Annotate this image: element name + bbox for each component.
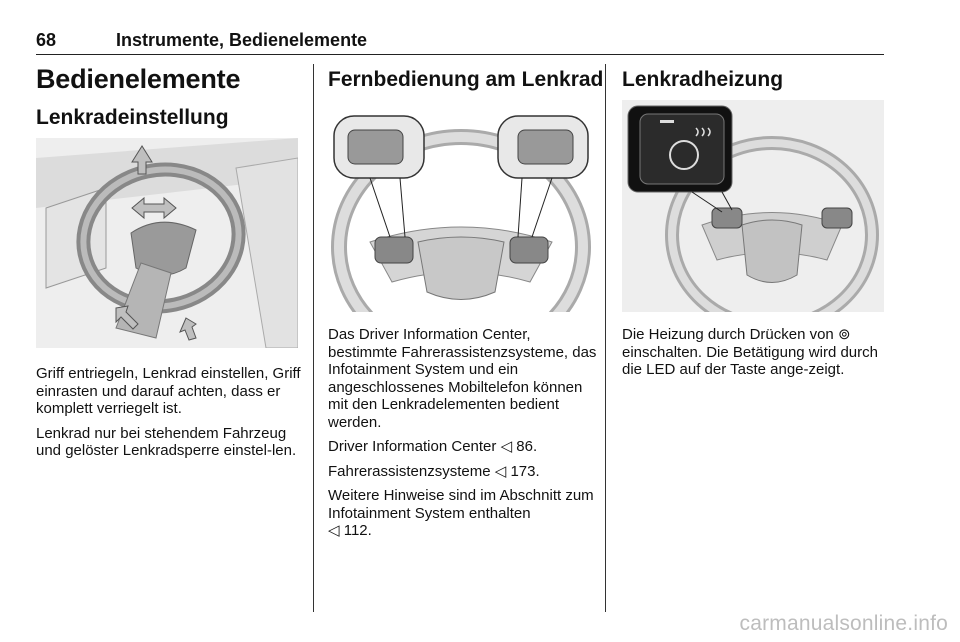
col3-para1-b: einschalten. Die Betätigung wird durch die LED auf der Taste ange-zeigt. — [622, 343, 878, 378]
steering-adjust-illustration — [36, 138, 298, 348]
running-section-title: Instrumente, Bedienelemente — [116, 30, 368, 50]
page-header — [36, 30, 884, 55]
column-divider-2 — [605, 64, 606, 612]
col2-para3 — [328, 487, 598, 540]
column-divider-1 — [313, 64, 314, 612]
col2-para1: Das Driver Information Center, bestimmte Fahrerassistenzsysteme, das Infotainment System und ein angeschlossenes Mobiltelefon können mit den Lenkradelementen bedient werden. — [328, 326, 597, 431]
page-number: 68 — [36, 30, 57, 50]
col3-para1-a: Die Heizung durch Drücken von — [622, 326, 834, 343]
col2-ref1 — [328, 438, 598, 456]
col2-ref2 — [328, 463, 598, 481]
ref1-page: 86. — [516, 438, 538, 455]
heated-wheel-illustration — [622, 100, 884, 312]
col1-para1: Griff entriegeln, Lenkrad einstellen, Griff einrasten und darauf achten, dass er komplett verriegelt ist. — [36, 365, 301, 417]
ref3-page: 112. — [343, 522, 372, 539]
col1-heading: Lenkradeinstellung — [36, 106, 229, 129]
triangle-reference-icon: ◁ — [494, 462, 507, 480]
col2-heading: Fernbedienung am Lenkrad — [328, 68, 604, 91]
ref2-page: 173. — [510, 462, 540, 480]
col2-text — [328, 326, 598, 547]
col3-heading: Lenkradheizung — [622, 68, 784, 91]
col1-para2: Lenkrad nur bei stehendem Fahrzeug und gelöster Lenkradsperre einstel-len. — [36, 424, 297, 459]
para3-text: Weitere Hinweise sind im Abschnitt zum Infotainment System enthalten — [328, 487, 594, 522]
ref2-text: Fahrerassistenzsysteme — [328, 462, 491, 480]
col1-text — [36, 365, 302, 467]
triangle-reference-icon: ◁ — [328, 522, 340, 539]
col3-text — [622, 326, 884, 386]
col3-para1 — [622, 326, 884, 379]
wheel-controls-illustration — [330, 112, 592, 312]
watermark: carmanualsonline.info — [739, 612, 948, 635]
main-heading: Bedienelemente — [36, 64, 241, 94]
ref1-text: Driver Information Center — [328, 438, 497, 455]
heated-steering-wheel-icon: ⊚ — [837, 326, 851, 343]
triangle-reference-icon: ◁ — [500, 438, 513, 455]
